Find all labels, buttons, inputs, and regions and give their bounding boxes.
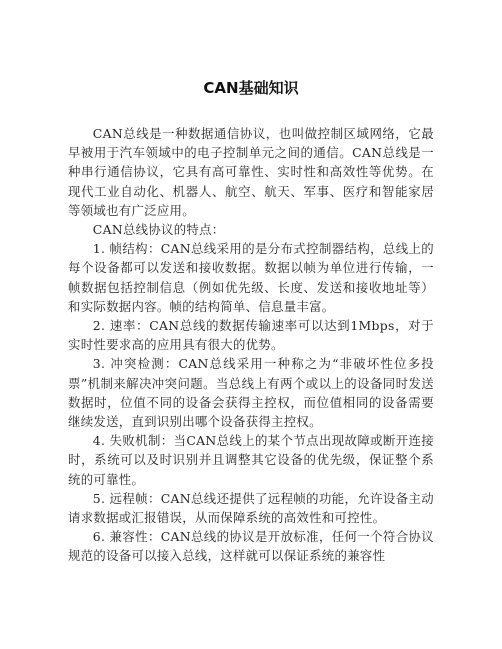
paragraph-compatibility: 6. 兼容性：CAN总线的协议是开放标准，任何一个符合协议规范的设备可以接入总线，这样就可以保证系统的兼容性 [68, 529, 434, 564]
paragraph-frame-structure: 1. 帧结构：CAN总线采用的是分布式控制器结构，总线上的每个设备都可以发送和接收数据。数据以帧为单位进行传输，一帧数据包括控制信息（例如优先级、长度、发送和接收地址等）和实际数据内容。帧的结构简单、信息量丰富。 [68, 241, 434, 314]
paragraph-failure-mechanism: 4. 失败机制：当CAN总线上的某个节点出现故障或断开连接时，系统可以及时识别并且调整其它设备的优先级，保证整个系统的可靠性。 [68, 433, 434, 487]
paragraph-features-heading: CAN总线协议的特点： [92, 222, 225, 238]
paragraph-rate: 2. 速率：CAN总线的数据传输速率可以达到1Mbps，对于实时性要求高的应用具有很大的优势。 [68, 318, 434, 353]
paragraph-remote-frame: 5. 远程帧：CAN总线还提供了远程帧的功能，允许设备主动请求数据或汇报错误，从而保障系统的高效性和可控性。 [68, 490, 434, 526]
document-title: CAN基础知识 [203, 79, 299, 97]
paragraph-collision-detection: 3. 冲突检测：CAN总线采用一种称之为“非破坏性位多投票”机制来解决冲突问题。当总线上有两个或以上的设备同时发送数据时，位值不同的设备会获得主控权，而位值相同的设备需要继续发送，直到识别出哪个设备获得主控权。 [68, 356, 434, 430]
paragraph-intro: CAN总线是一种数据通信协议，也叫做控制区域网络，它最早被用于汽车领域中的电子控制单元之间的通信。CAN总线是一种串行通信协议，它具有高可靠性、实时性和高效性等优势。在现代工业自动化、机器人、航空、航天、军事、医疗和智能家居等领域也有广泛应用。 [68, 126, 434, 218]
document-body [68, 124, 434, 566]
